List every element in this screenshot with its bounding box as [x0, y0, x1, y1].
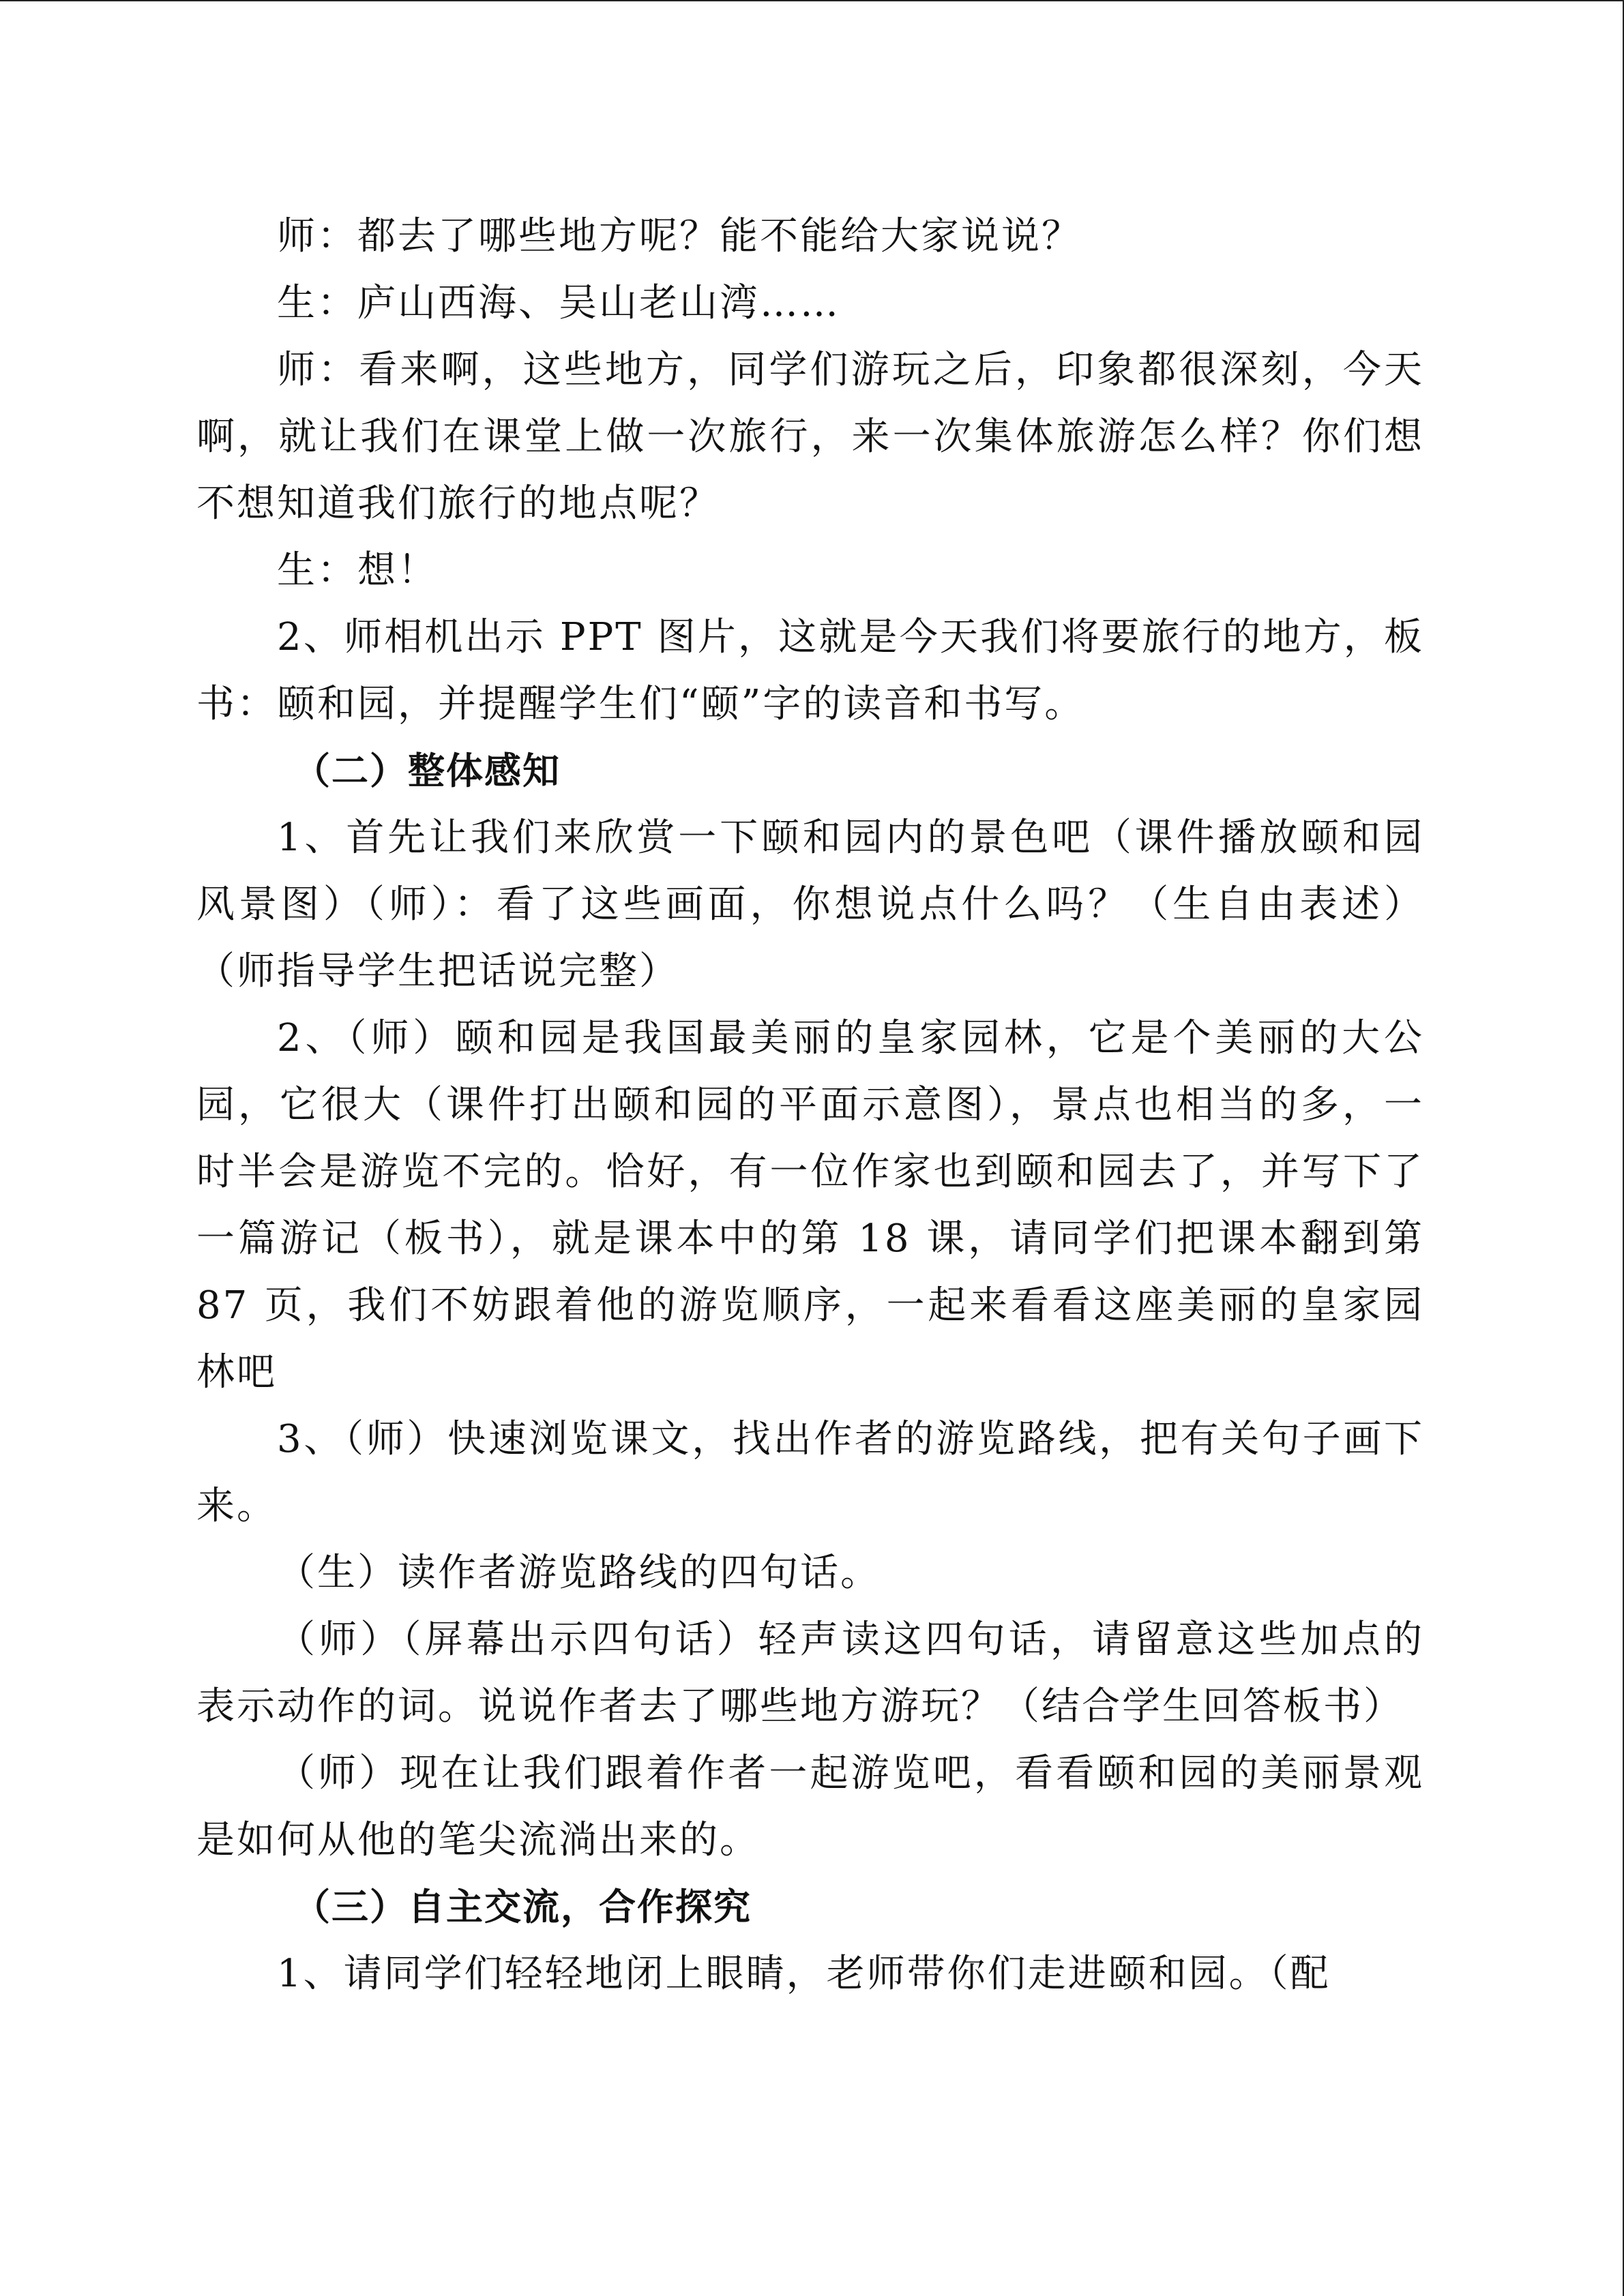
step-show-ppt: 2、师相机出示 PPT 图片，这就是今天我们将要旅行的地方，板书：颐和园，并提醒学生们“颐”字的读音和书写。 — [196, 615, 1424, 726]
step-read-four-sentences: （师）（屏幕出示四句话）轻声读这四句话，请留意这些加点的表示动作的词。说说作者去了哪些地方游玩？（结合学生回答板书） — [196, 1617, 1424, 1729]
dialogue-teacher-question: 师：都去了哪些地方呢？能不能给大家说说？ — [277, 214, 1082, 258]
step-close-eyes: 1、请同学们轻轻地闭上眼睛，老师带你们走进颐和园。（配 — [277, 1952, 1331, 1996]
step-student-read: （生）读作者游览路线的四句话。 — [277, 1551, 881, 1595]
section-heading-overall: （二）整体感知 — [293, 749, 561, 792]
step-introduce-garden: 2、（师）颐和园是我国最美丽的皇家园林，它是个美丽的大公园，它很大（课件打出颐和园的平面示意图），景点也相当的多，一时半会是游览不完的。恰好，有一位作家也到颐和园去了，并写下了一篇游记（板书），就是课本中的第 18 课，请同学们把课本翻到第 87 页，我们不妨跟着他的游览顺序，一起来看看这座美丽的皇家园林吧 — [196, 1016, 1424, 1395]
step-follow-author: （师）现在让我们跟着作者一起游览吧，看看颐和园的美丽景观是如何从他的笔尖流淌出来的。 — [196, 1751, 1424, 1862]
document-body — [196, 203, 1424, 2008]
step-appreciate-scenery: 1、首先让我们来欣赏一下颐和园内的景色吧（课件播放颐和园风景图）（师）：看了这些画面，你想说点什么吗？（生自由表述）（师指导学生把话说完整） — [196, 816, 1424, 994]
dialogue-teacher-intro: 师：看来啊，这些地方，同学们游玩之后，印象都很深刻，今天啊，就让我们在课堂上做一次旅行，来一次集体旅游怎么样？你们想不想知道我们旅行的地点呢？ — [196, 348, 1424, 526]
section-heading-explore: （三）自主交流，合作探究 — [293, 1885, 752, 1928]
dialogue-student-reply: 生：想！ — [277, 548, 438, 593]
dialogue-student-answer: 生：庐山西海、吴山老山湾…… — [277, 281, 840, 325]
step-browse-text: 3、（师）快速浏览课文，找出作者的游览路线，把有关句子画下来。 — [196, 1417, 1424, 1528]
